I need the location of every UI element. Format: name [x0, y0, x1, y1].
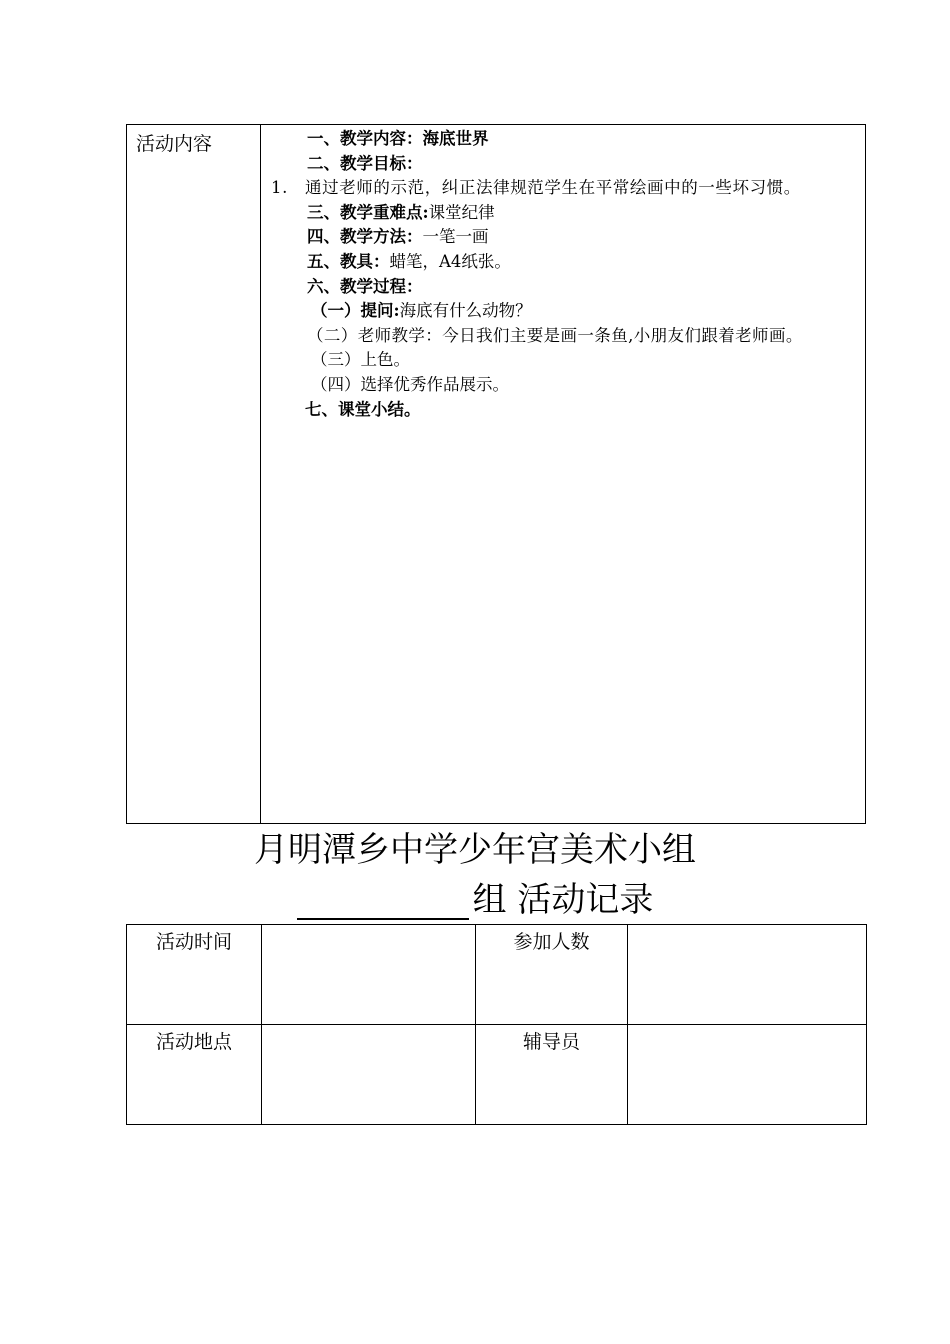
content-label-cell [127, 125, 261, 823]
place-label-cell [127, 1025, 262, 1125]
place-value-cell [262, 1025, 476, 1125]
activity-content-table [126, 124, 866, 824]
content-label: 活动内容 [136, 133, 213, 155]
teaching-goal-item: 1. 通过老师的示范，纠正法律规范学生在平常绘画中的一些坏习惯。 [271, 178, 801, 198]
tutor-value-cell [628, 1025, 867, 1125]
process-step-3: （三）上色。 [311, 350, 410, 370]
time-label: 活动时间 [155, 931, 232, 953]
time-label-cell [127, 925, 262, 1025]
activity-info-table [126, 924, 867, 1125]
place-label: 活动地点 [155, 1031, 232, 1053]
page-title: 月明潭乡中学少年宫美术小组 [254, 830, 696, 870]
teaching-content-line: 一、教学内容：海底世界 [307, 129, 489, 148]
table-row [127, 1025, 867, 1125]
participants-label: 参加人数 [513, 931, 590, 953]
participants-value-cell [628, 925, 867, 1025]
table-row [127, 925, 867, 1025]
tutor-label: 辅导员 [522, 1031, 580, 1053]
process-step-4: （四）选择优秀作品展示。 [311, 374, 509, 394]
lesson-plan-body [271, 127, 857, 422]
time-value-cell [262, 925, 476, 1025]
tutor-label-cell [476, 1025, 628, 1125]
participants-label-cell [476, 925, 628, 1025]
group-name-blank [297, 882, 469, 920]
key-difficulty-line: 三、教学重难点:课堂纪律 [307, 202, 495, 222]
record-subtitle-text: 组 活动记录 [472, 880, 654, 920]
record-subtitle [0, 880, 950, 920]
teaching-process-heading: 六、教学过程： [307, 276, 423, 296]
process-step-1: （一）提问:海底有什么动物？ [311, 301, 532, 321]
teaching-goal-heading: 二、教学目标： [307, 153, 423, 173]
teaching-tools-line: 五、教具：蜡笔，A4纸张。 [307, 251, 511, 271]
teaching-method-line: 四、教学方法：一笔一画 [307, 227, 489, 247]
class-summary-line: 七、课堂小结。 [305, 399, 421, 419]
process-step-2: （二）老师教学：今日我们主要是画一条鱼,小朋友们跟着老师画。 [307, 325, 803, 345]
